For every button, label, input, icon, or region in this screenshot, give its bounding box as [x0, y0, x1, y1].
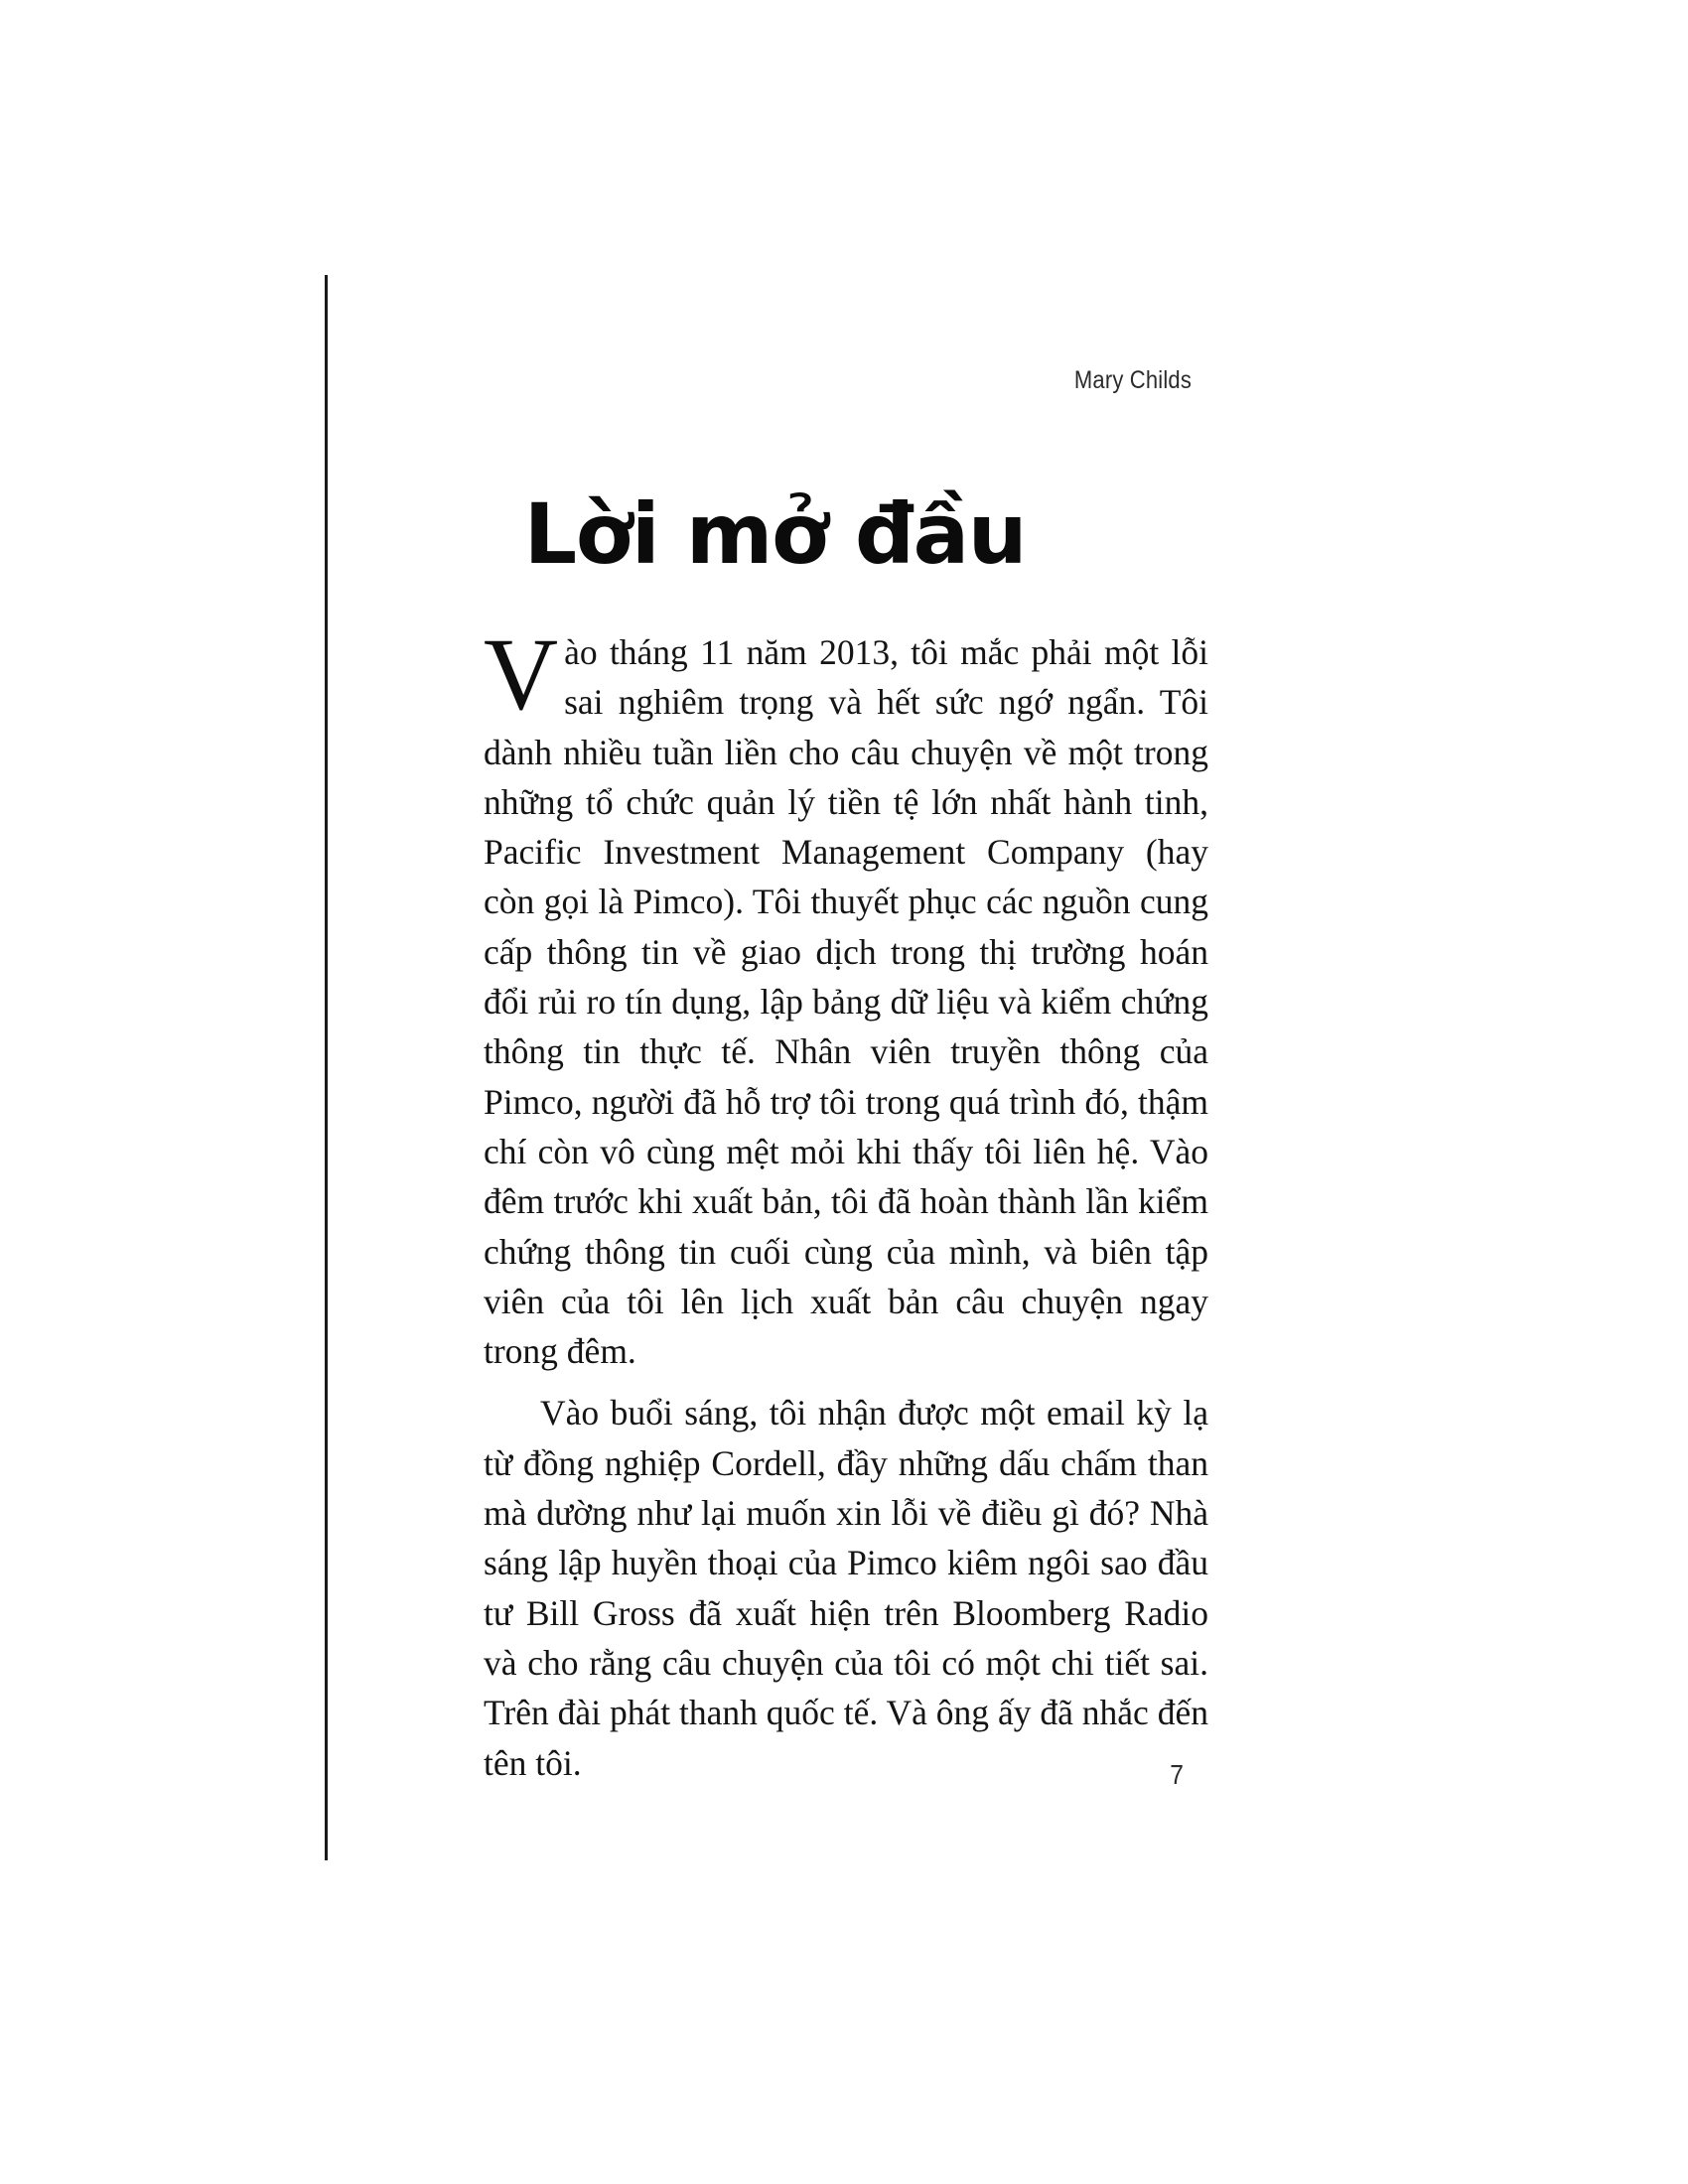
- drop-cap: V: [484, 617, 559, 732]
- body-text-block: [484, 617, 1208, 1788]
- chapter-title: Lời mở đầu: [523, 485, 1026, 584]
- page-number: 7: [1170, 1759, 1184, 1790]
- paragraph-1: [484, 617, 1208, 1376]
- paragraph-1-text: ào tháng 11 năm 2013, tôi mắc phải một lỗi sai nghiêm trọng và hết sức ngớ ngẩn. Tôi dành nhiều tuần liền cho câu chuyện về một trong những tổ chức quản lý tiền tệ lớn nhất hành tinh, Pacific Investment Management Company (hay còn gọi là Pimco). Tôi thuyết phục các nguồn cung cấp thông tin về giao dịch trong thị trường hoán đổi rủi ro tín dụng, lập bảng dữ liệu và kiểm chứng thông tin thực tế. Nhân viên truyền thông của Pimco, người đã hỗ trợ tôi trong quá trình đó, thậm chí còn vô cùng mệt mỏi khi thấy tôi liên hệ. Vào đêm trước khi xuất bản, tôi đã hoàn thành lần kiểm chứng thông tin cuối cùng của mình, và biên tập viên của tôi lên lịch xuất bản câu chuyện ngay trong đêm.: [484, 632, 1208, 1372]
- paragraph-2: Vào buổi sáng, tôi nhận được một email kỳ lạ từ đồng nghiệp Cordell, đầy những dấu chấm than mà dường như lại muốn xin lỗi về điều gì đó? Nhà sáng lập huyền thoại của Pimco kiêm ngôi sao đầu tư Bill Gross đã xuất hiện trên Bloomberg Radio và cho rằng câu chuyện của tôi có một chi tiết sai. Trên đài phát thanh quốc tế. Và ông ấy đã nhắc đến tên tôi.: [484, 1393, 1208, 1783]
- running-head-author: Mary Childs: [1073, 366, 1192, 394]
